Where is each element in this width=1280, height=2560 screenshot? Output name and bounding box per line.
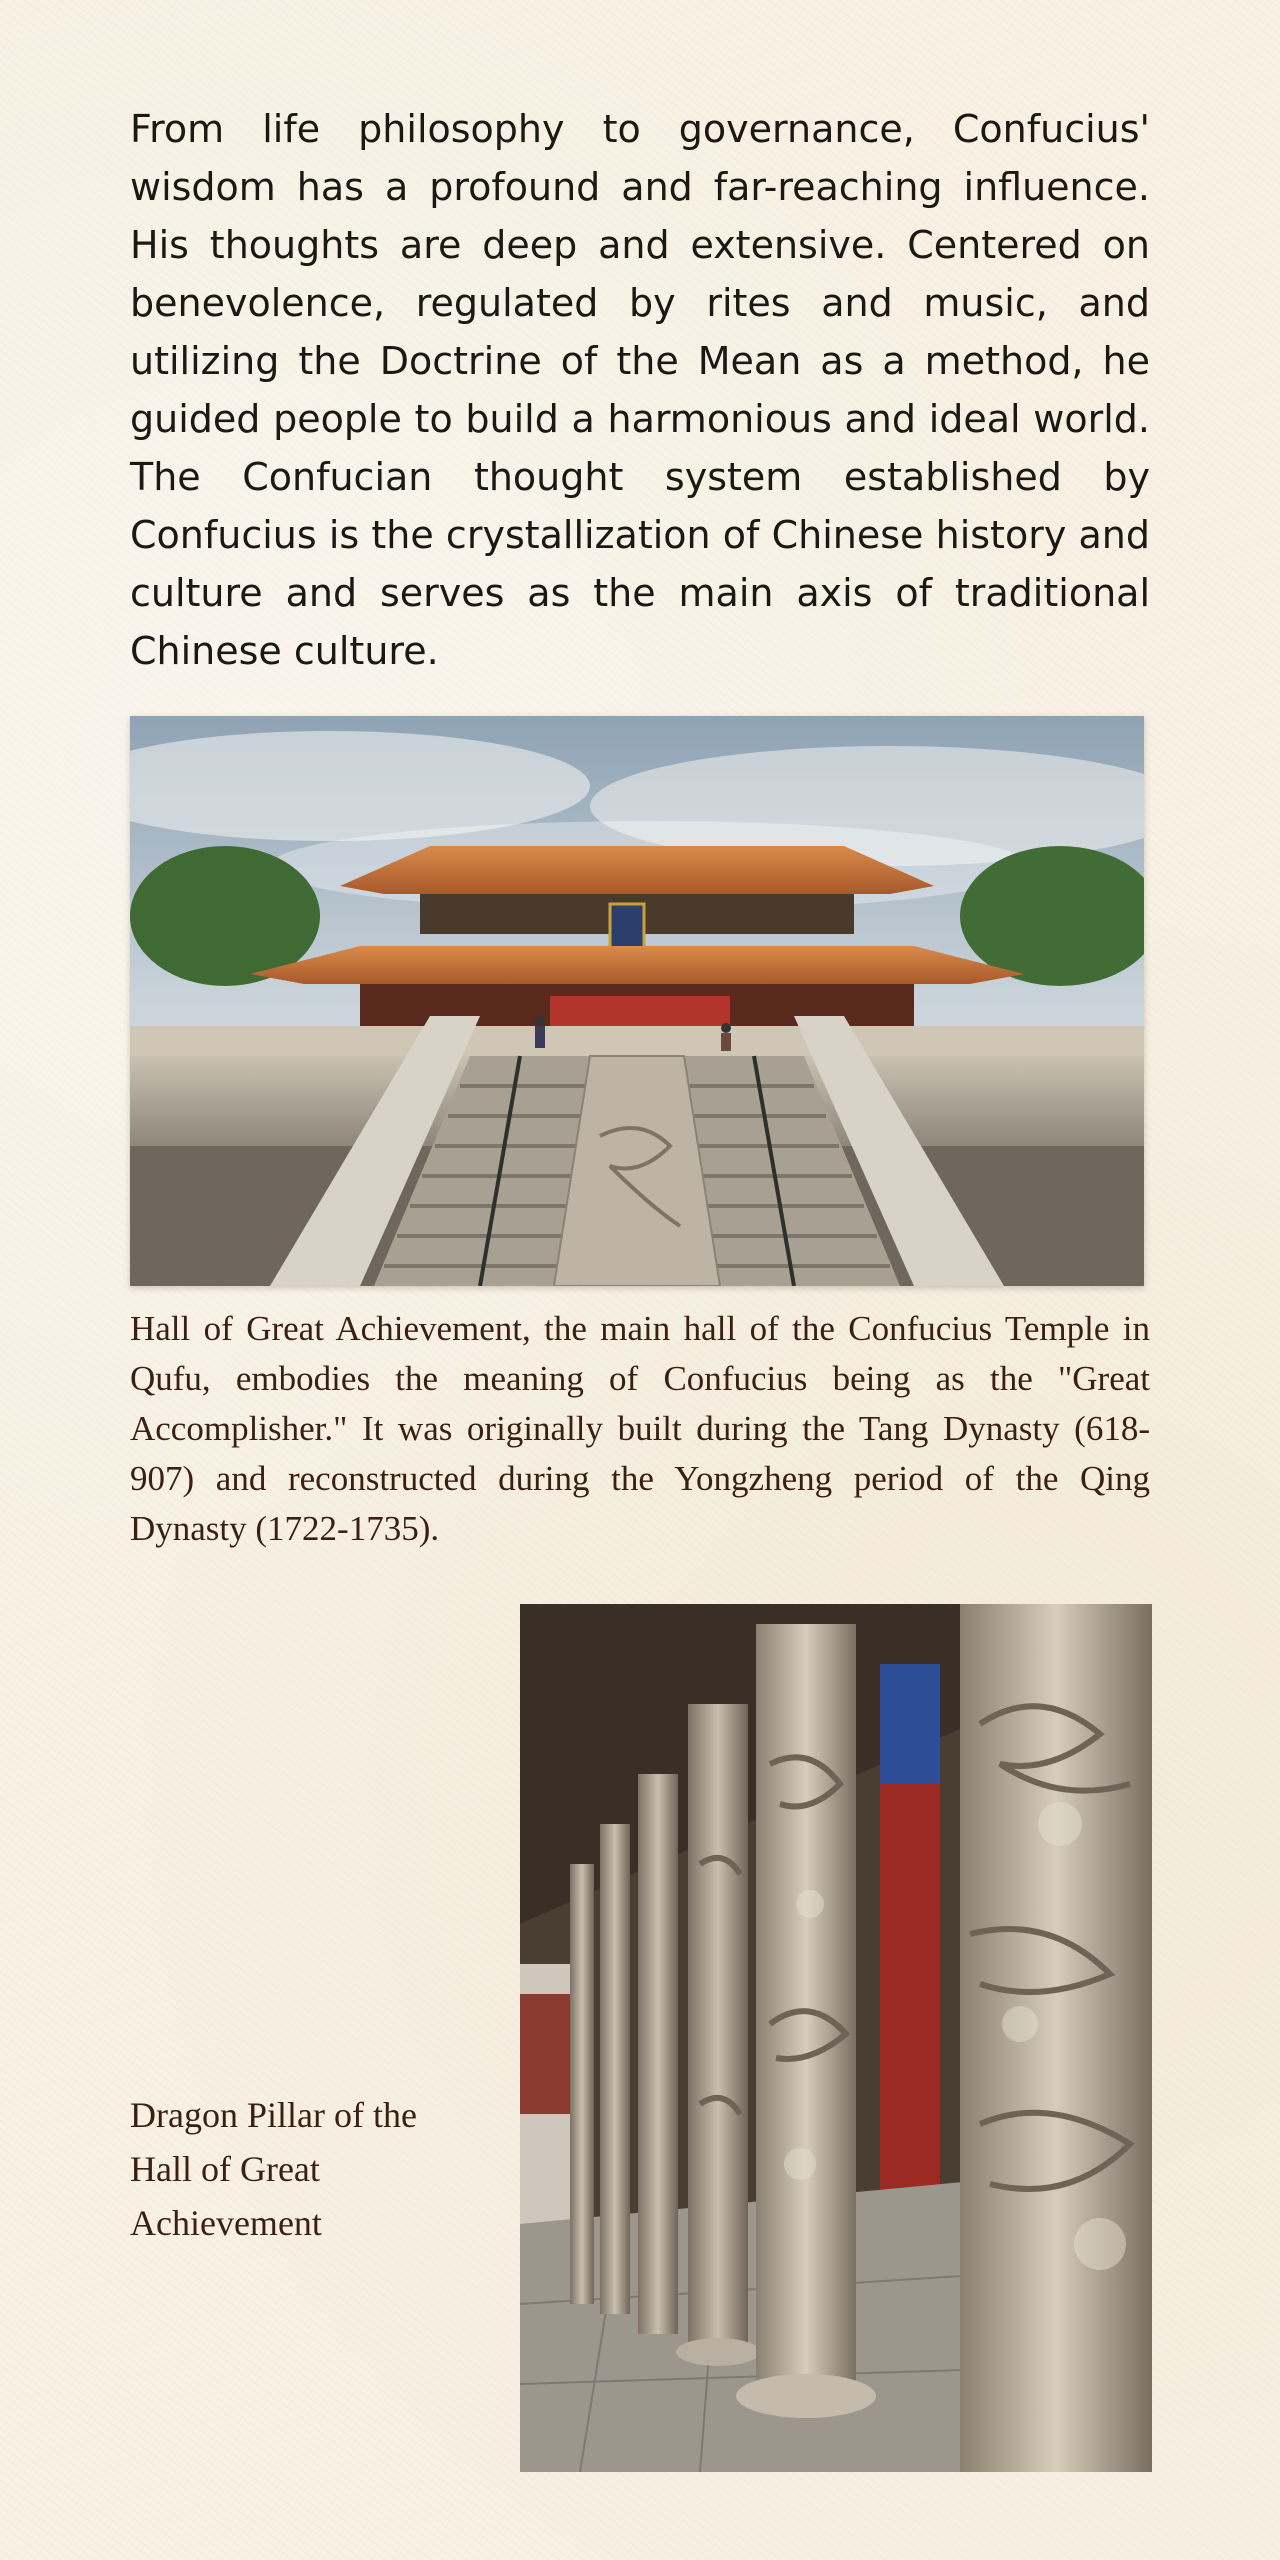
intro-paragraph: From life philosophy to governance, Confucius' wisdom has a profound and far-reaching influence. His thoughts are deep and extensive. Centered on benevolence, regulated by rites and music, and utilizing the Doctrine of the Mean as a method, he guided people to build a harmonious and ideal world. The Confucian thought system established by Confucius is the crystallization of Chinese history and culture and serves as the main axis of traditional Chinese culture. <box>130 107 1150 673</box>
hall-photo-caption: Hall of Great Achievement, the main hall of the Confucius Temple in Qufu, embodies the meaning of Confucius being as the "Great Accomplisher." It was originally built during the Tang Dynasty (618-907) and reconstructed during the Yongzheng period of the Qing Dynasty (1722-1735). <box>130 1309 1150 1548</box>
pillar-photo-illustration <box>520 1604 1152 2472</box>
dragon-pillar-photo <box>520 1604 1152 2472</box>
pillar-photo-caption: Dragon Pillar of the Hall of Great Achievement <box>130 2095 417 2243</box>
hall-of-great-achievement-photo <box>130 716 1144 1286</box>
hall-photo-illustration <box>130 716 1144 1286</box>
